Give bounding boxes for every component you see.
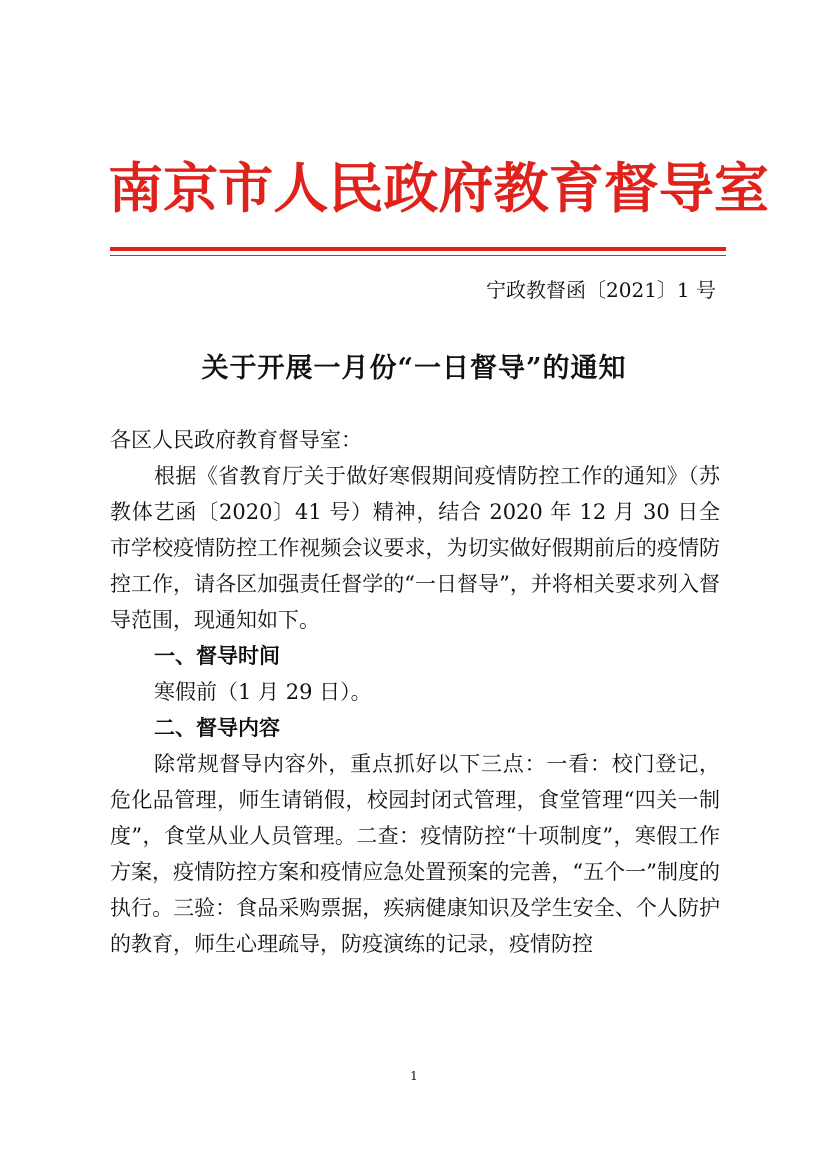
addressee: 各区人民政府教育督导室： <box>110 428 362 452</box>
section-heading-time: 一、督导时间 <box>154 644 280 668</box>
page-number: 1 <box>410 1069 418 1083</box>
document-body <box>110 422 720 962</box>
paragraph-intro: 根据《省教育厅关于做好寒假期间疫情防控工作的通知》（苏教体艺函〔2020〕41 号）精神，结合 2020 年 12 月 30 日全市学校疫情防控工作视频会议要求，为切实做好假期前后的疫情防控工作，请各区加强责任督学的“一日督导”，并将相关要求列入督导范围，现通知如下。 <box>110 464 720 632</box>
masthead-title: 南京市人民政府教育督导室 <box>108 156 769 220</box>
section-text-time: 寒假前（1 月 29 日）。 <box>154 680 372 704</box>
document-title: 关于开展一月份“一日督导”的通知 <box>201 353 627 384</box>
section-heading-content: 二、督导内容 <box>154 716 280 740</box>
section-text-content: 除常规督导内容外，重点抓好以下三点：一看：校门登记，危化品管理，师生请销假，校园封闭式管理，食堂管理“四关一制度”，食堂从业人员管理。二查：疫情防控“十项制度”，寒假工作方案，疫情防控方案和疫情应急处置预案的完善，“五个一”制度的执行。三验：食品采购票据，疾病健康知识及学生安全、个人防护的教育，师生心理疏导，防疫演练的记录，疫情防控 <box>110 752 720 956</box>
masthead <box>108 146 769 230</box>
document-number: 宁政教督函〔2021〕1 号 <box>486 278 716 302</box>
masthead-divider-thick <box>110 247 726 251</box>
masthead-divider-thin <box>110 255 726 256</box>
